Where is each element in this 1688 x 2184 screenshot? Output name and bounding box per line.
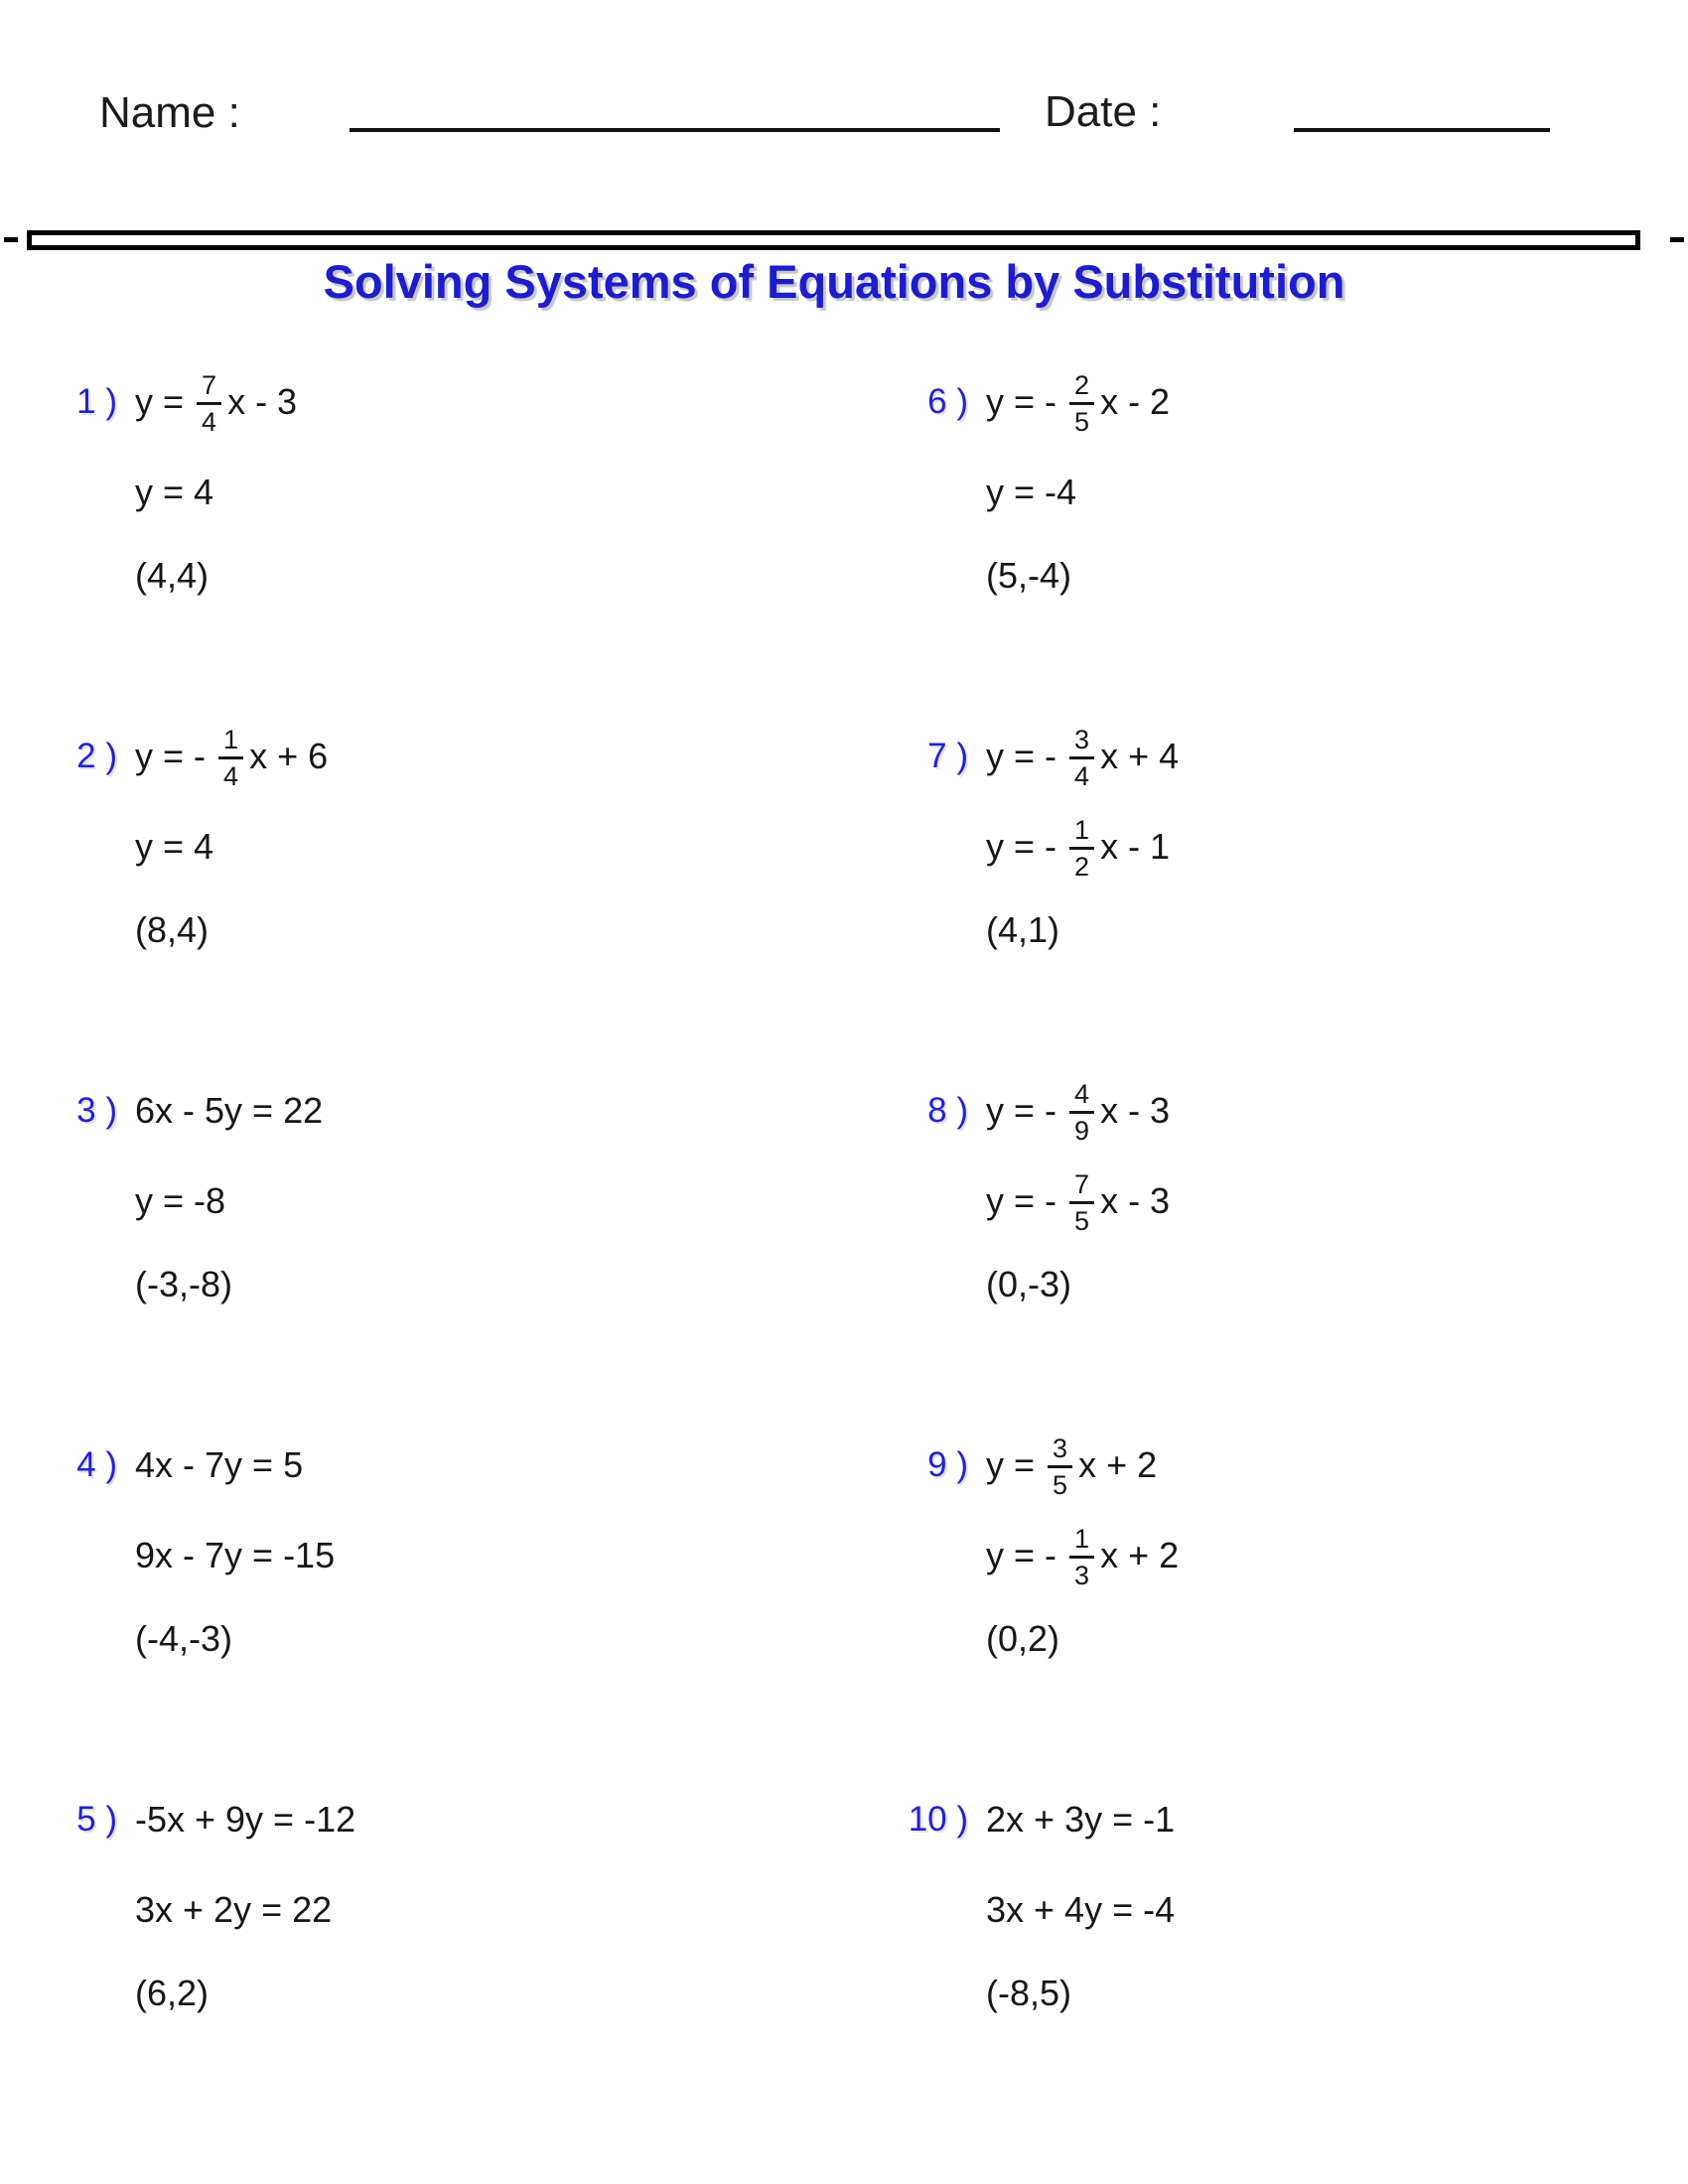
answer-line: (-4,-3) bbox=[135, 1618, 232, 1659]
problem-number: 7 ) bbox=[927, 737, 968, 775]
problem bbox=[62, 1785, 355, 2018]
answer-line: (8,4) bbox=[135, 909, 210, 950]
fraction: $\frac{1}{2}$ bbox=[1069, 817, 1094, 880]
answer-line: (5,-4) bbox=[986, 555, 1072, 596]
equation-line-1: y = $\frac{3}{5}$ x + 2 bbox=[986, 1433, 1158, 1500]
divider-right-dash bbox=[1670, 237, 1684, 242]
problem-lines bbox=[986, 722, 1179, 955]
divider-left-dash bbox=[4, 237, 18, 242]
problem-lines bbox=[986, 367, 1170, 601]
answer-line: (4,4) bbox=[135, 555, 210, 596]
problem-lines bbox=[135, 367, 297, 601]
equation-line-1: y = - $\frac{3}{4}$ x + 4 bbox=[986, 724, 1180, 791]
divider-double-rule bbox=[27, 230, 1640, 250]
date-label: Date : bbox=[1045, 87, 1162, 136]
fraction: $\frac{7}{5}$ bbox=[1069, 1171, 1094, 1234]
problem bbox=[62, 367, 297, 601]
answer-line: (4,1) bbox=[986, 909, 1060, 950]
equation-line-1: y = - $\frac{4}{9}$ x - 3 bbox=[986, 1078, 1171, 1146]
problem-lines bbox=[135, 722, 328, 955]
answer-line: (-3,-8) bbox=[135, 1264, 232, 1304]
problem-lines bbox=[986, 1431, 1179, 1664]
equation-line-1: 4x - 7y = 5 bbox=[135, 1444, 304, 1485]
problem-lines bbox=[135, 1076, 323, 1309]
problem-number: 3 ) bbox=[76, 1091, 117, 1130]
equation-line-2: 3x + 4y = -4 bbox=[986, 1889, 1176, 1930]
answer-line: (0,-3) bbox=[986, 1264, 1072, 1304]
problem bbox=[62, 1431, 335, 1664]
equation-line-2: y = 4 bbox=[135, 472, 214, 512]
problem bbox=[870, 367, 1170, 601]
equation-line-2: y = -8 bbox=[135, 1180, 226, 1221]
problem-lines bbox=[135, 1785, 355, 2018]
equation-line-1: 2x + 3y = -1 bbox=[986, 1799, 1176, 1840]
equation-line-2: 9x - 7y = -15 bbox=[135, 1535, 336, 1575]
answer-line: (6,2) bbox=[135, 1973, 210, 2013]
problem bbox=[870, 722, 1179, 955]
equation-line-2: y = 4 bbox=[135, 826, 214, 867]
fraction: $\frac{3}{5}$ bbox=[1048, 1435, 1072, 1498]
date-fill-in-line bbox=[1294, 128, 1550, 132]
fraction: $\frac{7}{4}$ bbox=[197, 372, 221, 435]
equation-line-1: y = $\frac{7}{4}$ x - 3 bbox=[135, 369, 298, 437]
fraction: $\frac{3}{4}$ bbox=[1069, 727, 1094, 789]
equation-line-1: y = - $\frac{1}{4}$ x + 6 bbox=[135, 724, 329, 791]
problem-lines bbox=[986, 1785, 1175, 2018]
problem bbox=[870, 1785, 1175, 2018]
problem-number: 4 ) bbox=[76, 1445, 117, 1484]
equation-line-1: 6x - 5y = 22 bbox=[135, 1090, 324, 1131]
equation-line-2: 3x + 2y = 22 bbox=[135, 1889, 333, 1930]
problem-number: 8 ) bbox=[927, 1091, 968, 1130]
worksheet-title: Solving Systems of Equations by Substitution bbox=[323, 255, 1345, 308]
problem bbox=[62, 722, 328, 955]
answer-line: (-8,5) bbox=[986, 1973, 1072, 2013]
problem-lines bbox=[135, 1431, 335, 1664]
problem-number: 9 ) bbox=[927, 1445, 968, 1484]
problem bbox=[870, 1076, 1170, 1309]
fraction: $\frac{1}{3}$ bbox=[1069, 1526, 1094, 1588]
problem bbox=[870, 1431, 1179, 1664]
equation-line-1: y = - $\frac{2}{5}$ x - 2 bbox=[986, 369, 1171, 437]
problem-number: 5 ) bbox=[76, 1800, 117, 1839]
name-fill-in-line bbox=[350, 128, 1000, 132]
fraction: $\frac{4}{9}$ bbox=[1069, 1081, 1094, 1144]
problem-number: 1 ) bbox=[76, 382, 117, 421]
equation-line-1: -5x + 9y = -12 bbox=[135, 1799, 356, 1840]
equation-line-2: y = - $\frac{7}{5}$ x - 3 bbox=[986, 1168, 1171, 1236]
problem-number: 2 ) bbox=[76, 737, 117, 775]
equation-line-2: y = -4 bbox=[986, 472, 1077, 512]
name-label: Name : bbox=[99, 88, 240, 137]
problem bbox=[62, 1076, 323, 1309]
fraction: $\frac{1}{4}$ bbox=[218, 727, 243, 789]
problem-lines bbox=[986, 1076, 1170, 1309]
equation-line-2: y = - $\frac{1}{2}$ x - 1 bbox=[986, 814, 1171, 882]
fraction: $\frac{2}{5}$ bbox=[1069, 372, 1094, 435]
problem-number: 6 ) bbox=[927, 382, 968, 421]
answer-line: (0,2) bbox=[986, 1618, 1060, 1659]
equation-line-2: y = - $\frac{1}{3}$ x + 2 bbox=[986, 1523, 1180, 1590]
problem-number: 10 ) bbox=[908, 1800, 968, 1839]
